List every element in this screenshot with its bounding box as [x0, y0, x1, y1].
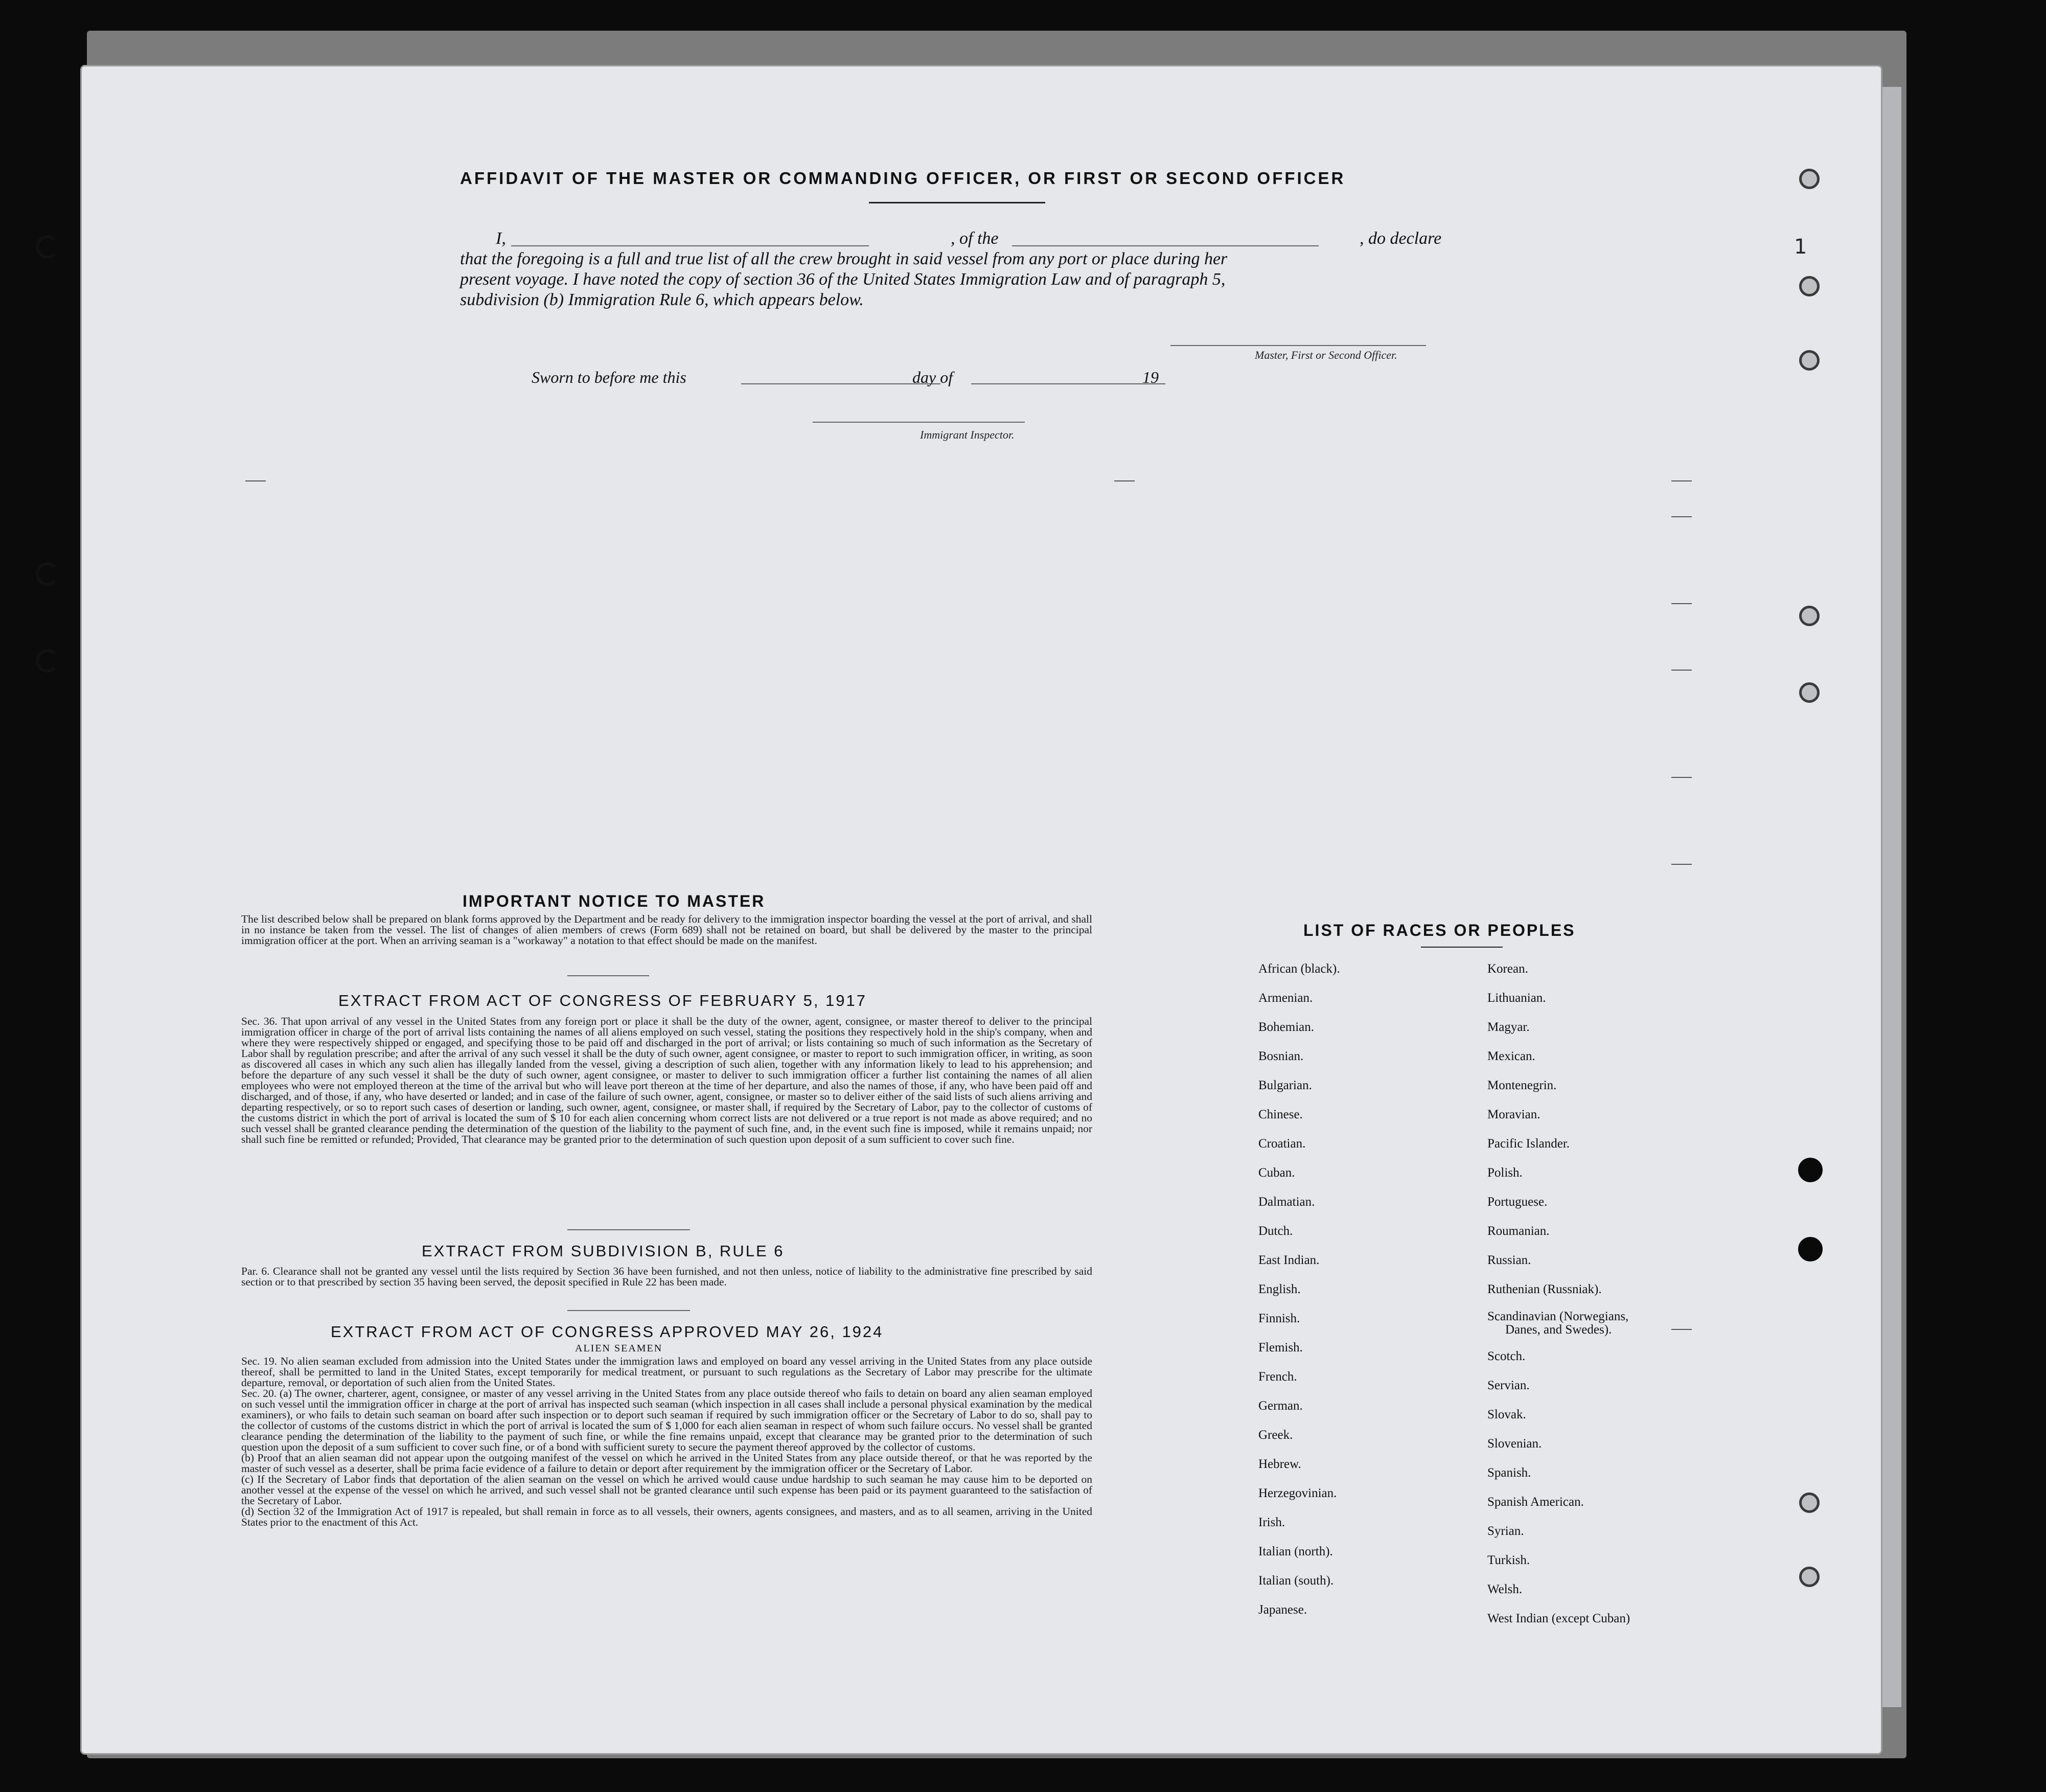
section-divider — [567, 975, 649, 976]
sworn-day-field[interactable] — [741, 383, 940, 384]
race-item: Pacific Islander. — [1487, 1137, 1570, 1151]
race-item: Flemish. — [1258, 1341, 1303, 1354]
race-item: African (black). — [1258, 962, 1340, 976]
dash-mark — [1671, 480, 1692, 481]
race-item: Spanish. — [1487, 1466, 1531, 1480]
extract-1924-paragraph: Sec. 19. No alien seaman excluded from admission into the United States under the immigration laws and employed on board any vessel arriving in the United States from any place outside thereof, shall be permitted to land in the United States, except temporarily for medical treatment, or pursuant to such regulations as the Secretary of Labor may prescribe for the ultimate departure, removal, or deportation of such alien from the United States. — [241, 1355, 1092, 1389]
race-item: Ruthenian (Russniak). — [1487, 1282, 1602, 1296]
race-item: Cuban. — [1258, 1166, 1295, 1180]
master-signature-field[interactable] — [1170, 345, 1426, 346]
race-item: Scotch. — [1487, 1349, 1526, 1363]
inspector-label: Immigrant Inspector. — [920, 428, 1015, 441]
dash-mark — [1114, 480, 1135, 481]
extract-1924-title: EXTRACT FROM ACT OF CONGRESS APPROVED MAY 26, 1924 — [331, 1323, 884, 1341]
affidavit-i: I, — [496, 229, 506, 248]
race-item: Hebrew. — [1258, 1457, 1301, 1471]
race-item: Bohemian. — [1258, 1020, 1315, 1034]
extract-1924-paragraph: (b) Proof that an alien seaman did not appear upon the outgoing manifest of the vessel on which he arrived in the United States from any place outside thereof, or that he was reported by the master of such vessel as a deserter, shall be prima facie evidence of a failure to detain or deport after requirement by the immigration officer or the Secretary of Labor. — [241, 1452, 1092, 1475]
races-title-rule — [1421, 947, 1503, 948]
punch-hole-filled-icon — [1798, 1237, 1823, 1261]
race-item: Irish. — [1258, 1515, 1285, 1529]
race-item: Italian (south). — [1258, 1574, 1334, 1588]
section-divider — [567, 1229, 690, 1230]
race-item: Dutch. — [1258, 1224, 1293, 1238]
master-name-field[interactable] — [511, 245, 869, 246]
race-item: Portuguese. — [1487, 1195, 1548, 1209]
affidavit-declare: , do declare — [1360, 229, 1442, 248]
race-item: Croatian. — [1258, 1137, 1306, 1151]
dash-mark — [1671, 777, 1692, 778]
corner-mark: 1 — [1794, 235, 1807, 259]
race-item: Italian (north). — [1258, 1545, 1333, 1558]
notice-text: The list described below shall be prepared on blank forms approved by the Department and be ready for delivery to the immigration inspector boarding the vessel at the port of arrival, and shall in no instance be taken from the vessel. The list of changes of alien members of crews (Form 689) shall not be retained on board, but shall be delivered by the master to the principal immigration officer at the port. When an arriving seaman is a "workaway" a notation to that effect should be made on the manifest. — [241, 913, 1092, 947]
punch-hole-icon — [1799, 276, 1820, 296]
punch-hole-icon — [1799, 350, 1820, 371]
race-item: Bosnian. — [1258, 1049, 1304, 1063]
race-item: Korean. — [1487, 962, 1528, 976]
dash-mark — [1671, 670, 1692, 671]
race-item: Finnish. — [1258, 1312, 1300, 1325]
vessel-name-field[interactable] — [1012, 245, 1319, 246]
race-item: West Indian (except Cuban) — [1487, 1612, 1630, 1625]
affidavit-of-the: , of the — [951, 229, 999, 248]
extract-1924-text — [241, 1356, 1092, 1528]
race-item: Roumanian. — [1487, 1224, 1550, 1238]
race-item: Syrian. — [1487, 1524, 1524, 1538]
inspector-signature-field[interactable] — [813, 422, 1025, 423]
extract-1924-paragraph: (d) Section 32 of the Immigration Act of 1917 is repealed, but shall remain in force as to all vessels, their owners, agents consignees, and masters, and as to all seamen, arriving in the United States prior to the enactment of this Act. — [241, 1505, 1092, 1528]
race-item: Bulgarian. — [1258, 1078, 1312, 1092]
race-item: Greek. — [1258, 1428, 1293, 1442]
races-title: LIST OF RACES OR PEOPLES — [1303, 921, 1576, 939]
race-item: Welsh. — [1487, 1582, 1523, 1596]
dash-mark — [245, 480, 266, 481]
race-item: Mexican. — [1487, 1049, 1535, 1063]
race-item: Armenian. — [1258, 991, 1313, 1005]
punch-hole-icon — [1799, 1492, 1820, 1513]
section-divider — [567, 1310, 690, 1311]
year-label: 19 — [1142, 368, 1159, 386]
race-item: Herzegovinian. — [1258, 1486, 1337, 1500]
race-item: Scandinavian (Norwegians, — [1487, 1309, 1629, 1323]
race-item: Lithuanian. — [1487, 991, 1546, 1005]
race-item: English. — [1258, 1282, 1301, 1296]
race-item: Turkish. — [1487, 1553, 1530, 1567]
affidavit-line-3: present voyage. I have noted the copy of section 36 of the United States Immigration Law and of paragraph 5, — [460, 270, 1226, 289]
race-item: Slovak. — [1487, 1408, 1526, 1421]
race-item: Dalmatian. — [1258, 1195, 1315, 1209]
extract-1917-title: EXTRACT FROM ACT OF CONGRESS OF FEBRUARY 5, 1917 — [338, 992, 867, 1009]
dash-mark — [1671, 1329, 1692, 1330]
notice-title: IMPORTANT NOTICE TO MASTER — [463, 892, 766, 910]
race-item: Magyar. — [1487, 1020, 1530, 1034]
race-item: Montenegrin. — [1487, 1078, 1557, 1092]
race-item: Spanish American. — [1487, 1495, 1584, 1509]
punch-hole-filled-icon — [1798, 1158, 1823, 1182]
race-item: Chinese. — [1258, 1108, 1303, 1121]
extract-1924-paragraph: (c) If the Secretary of Labor finds that deportation of the alien seaman on the vessel on which he arrived would cause undue hardship to such seaman he may cause him to be deported on another vessel at the expense of the vessel on which he arrived, and such vessel shall not be granted clearance until such expense has been paid or its payment guaranteed to the satisfaction of the Secretary of Labor. — [241, 1473, 1092, 1507]
extract-1924-paragraph: Sec. 20. (a) The owner, charterer, agent, consignee, or master of any vessel arriving in the United States from any place outside thereof who fails to detain on board any alien seaman employed on such vessel until the immigration officer in charge at the port of arrival has inspected such seaman (which inspection in all cases shall include a personal physical examination by the medical examiners), or who fails to detain such seaman on board after such inspection or to deport such seaman if required by such immigration officer or the Secretary of Labor to do so, shall pay to the collector of customs of the customs district in which the port of arrival is located the sum of $ 1,000 for each alien seaman in respect of whom such failure occurs. No vessel shall be granted clearance pending the determination of the liability to the payment of such fine, or while the fine remains unpaid, except that clearance may be granted prior to the determination of such question upon the deposit of a sum sufficient to cover such fine, or of a bond with sufficient surety to secure the payment thereof approved by the collector of customs. — [241, 1387, 1092, 1453]
race-item: Russian. — [1487, 1253, 1531, 1267]
extract-1924-subtitle: ALIEN SEAMEN — [575, 1343, 663, 1354]
dash-mark — [1671, 516, 1692, 517]
manifest-page — [82, 66, 1881, 1753]
race-item: Servian. — [1487, 1379, 1530, 1392]
dash-mark — [1671, 603, 1692, 604]
dash-mark — [1671, 864, 1692, 865]
affidavit-line-2: that the foregoing is a full and true list of all the crew brought in said vessel from any port or place during her — [460, 249, 1228, 268]
punch-hole-icon — [1799, 169, 1820, 189]
sworn-label: Sworn to before me this — [532, 368, 686, 386]
affidavit-title-rule — [869, 202, 1045, 203]
race-item: Polish. — [1487, 1166, 1523, 1180]
affidavit-line-4: subdivision (b) Immigration Rule 6, which appears below. — [460, 290, 864, 309]
race-item: German. — [1258, 1399, 1303, 1413]
affidavit-title: AFFIDAVIT OF THE MASTER OR COMMANDING OFFICER, OR FIRST OR SECOND OFFICER — [460, 169, 1346, 188]
extract-1917-text: Sec. 36. That upon arrival of any vessel in the United States from any foreign port or place it shall be the duty of the owner, agent, consignee, or master thereof to deliver to the principal immigration officer in charge of the port of arrival lists containing the names of all aliens employed on such vessel, stating the positions they respectively hold in the ship's company, when and where they were respectively shipped or engaged, and specifying those to be paid off and discharged in the port of arrival; or lists containing so much of such information as the Secretary of Labor shall by regulation prescribe; and after the arrival of any such vessel it shall be the duty of such owner, agent consignee, or master to report to such immigration officer, in writing, as soon as discovered all cases in which any such alien has illegally landed from the vessel, giving a description of such alien, together with any information likely to lead to his apprehension; and before the departure of any such vessel it shall be the duty of such owner, agent consignee, or master to deliver to such immigration officer a further list containing the names of all alien employees who were not employed thereon at the time of the arrival but who will leave port thereon at the time of her departure, and also the names of those, if any, who have been paid off and discharged, and of those, if any, who have deserted or landed; and in case of the failure of such owner, agent, consignee, or master so to deliver either of the said lists of such aliens arriving and departing respectively, or so to report such cases of desertion or landing, such owner, agent, consignee, or master shall, if required by the Secretary of Labor, pay to the collector of customs of the customs district in which the port of arrival is located the sum of $ 10 for each alien concerning whom correct lists are not delivered or a true report is not made as above required; and no such vessel shall be granted clearance pending the determination of the question of the liability to the payment of such fine, and, in the event such fine is imposed, while it remains unpaid; nor shall such fine be remitted or refunded; Provided, That clearance may be granted prior to the determination of such question upon deposit of a sum sufficient to cover such fine. — [241, 1015, 1092, 1145]
punch-hole-icon — [1799, 1567, 1820, 1587]
binder-hook-icon — [36, 235, 59, 259]
race-item: French. — [1258, 1370, 1297, 1384]
binder-hook-icon — [36, 649, 59, 673]
punch-hole-icon — [1799, 606, 1820, 626]
subdivision-title: EXTRACT FROM SUBDIVISION B, RULE 6 — [422, 1242, 785, 1260]
race-item: Moravian. — [1487, 1108, 1541, 1121]
punch-hole-icon — [1799, 682, 1820, 703]
day-of-label: day of — [912, 368, 953, 386]
subdivision-text: Par. 6. Clearance shall not be granted any vessel until the lists required by Section 36 have been furnished, and not then unless, notice of liability to the administrative fine prescribed by said section or to that prescribed by section 35 having been served, the deposit specified in Rule 22 has been made. — [241, 1265, 1092, 1288]
race-item: Danes, and Swedes). — [1505, 1323, 1612, 1337]
race-item: Japanese. — [1258, 1603, 1307, 1617]
race-item: East Indian. — [1258, 1253, 1320, 1267]
master-signature-label: Master, First or Second Officer. — [1255, 349, 1397, 361]
stacked-page-edge — [1881, 87, 1901, 1707]
binder-hook-icon — [36, 562, 59, 586]
sworn-month-field[interactable] — [971, 383, 1165, 384]
race-item: Slovenian. — [1487, 1437, 1542, 1451]
